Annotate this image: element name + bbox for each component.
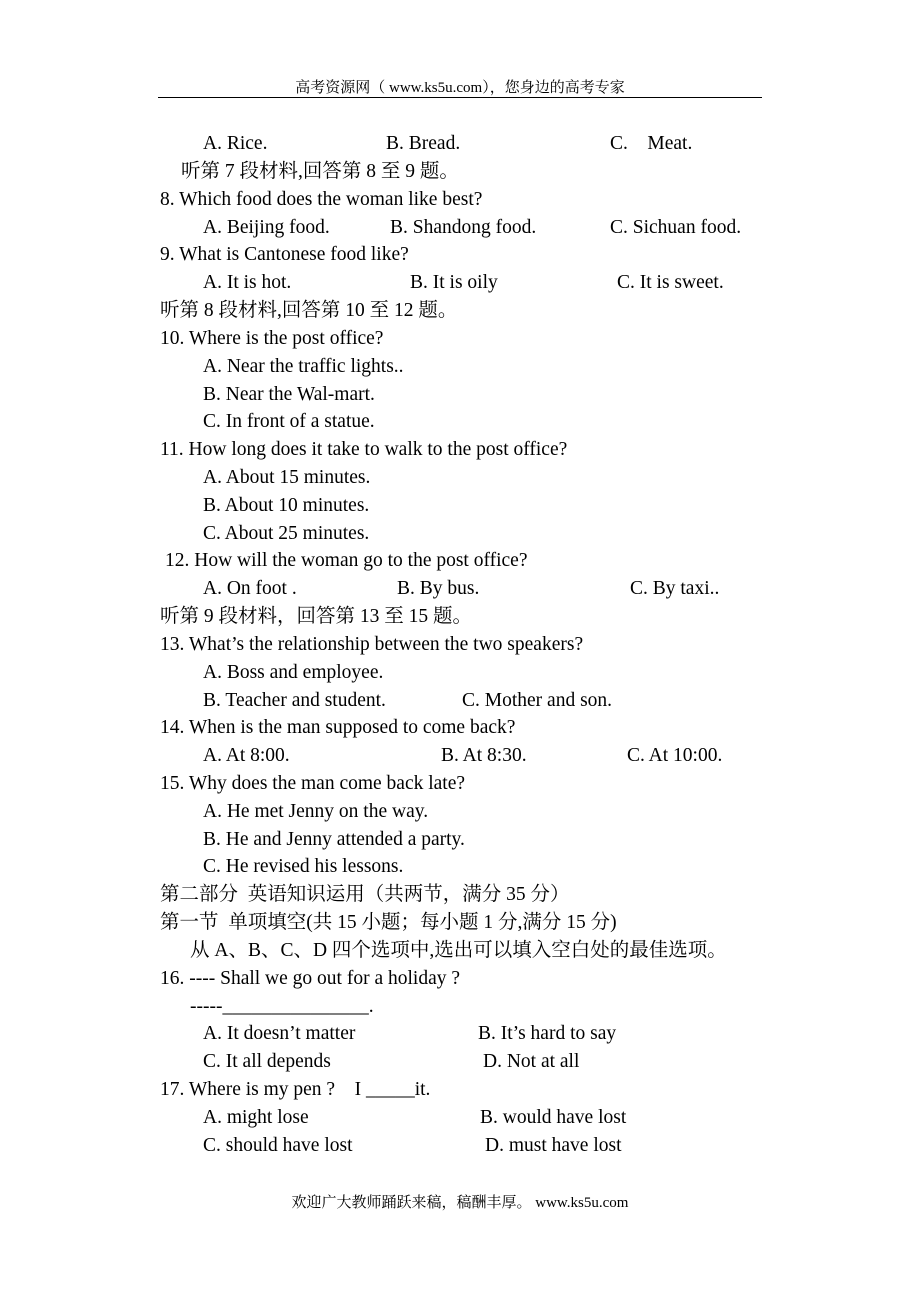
question-stem: 16. ---- Shall we go out for a holiday ? xyxy=(160,968,461,989)
option-d: D. must have lost xyxy=(485,1135,622,1156)
option-c: C. Sichuan food. xyxy=(610,217,742,238)
question-stem: 13. What’s the relationship between the two speakers? xyxy=(160,634,584,655)
page-header: 高考资源网（ www.ks5u.com），您身边的高考专家 xyxy=(295,80,625,96)
option-c: C. By taxi.. xyxy=(630,578,720,599)
question-stem: 17. Where is my pen ? I _____it. xyxy=(160,1079,431,1100)
section-title: 第一节 单项填空(共 15 小题；每小题 1 分,满分 15 分) xyxy=(160,912,617,933)
option-b: B. Teacher and student. xyxy=(203,690,386,711)
option-a: A. It doesn’t matter xyxy=(203,1023,356,1044)
option-b: B. Near the Wal-mart. xyxy=(203,384,375,405)
option-c: C. At 10:00. xyxy=(627,745,723,766)
option-c: C. In front of a statue. xyxy=(203,411,375,432)
option-c: C. It all depends xyxy=(203,1051,331,1072)
section-instruction: 从 A、B、C、D 四个选项中,选出可以填入空白处的最佳选项。 xyxy=(190,940,727,961)
option-b: B. About 10 minutes. xyxy=(203,495,370,516)
section-instruction: 听第 8 段材料,回答第 10 至 12 题。 xyxy=(160,300,458,321)
question-stem: 11. How long does it take to walk to the post office? xyxy=(160,439,568,460)
question-stem: 14. When is the man supposed to come back? xyxy=(160,717,516,738)
option-a: A. might lose xyxy=(203,1107,309,1128)
option-a: A. It is hot. xyxy=(203,272,292,293)
option-a: A. Rice. xyxy=(203,133,268,154)
option-b: B. would have lost xyxy=(480,1107,627,1128)
option-a: A. At 8:00. xyxy=(203,745,290,766)
option-a: A. He met Jenny on the way. xyxy=(203,801,429,822)
page-footer: 欢迎广大教师踊跃来稿，稿酬丰厚。 www.ks5u.com xyxy=(291,1195,629,1211)
option-d: D. Not at all xyxy=(483,1051,580,1072)
question-stem: 10. Where is the post office? xyxy=(160,328,384,349)
option-b: B. By bus. xyxy=(397,578,480,599)
option-a: A. On foot . xyxy=(203,578,297,599)
option-a: A. Beijing food. xyxy=(203,217,330,238)
option-b: B. Bread. xyxy=(386,133,461,154)
option-b: B. Shandong food. xyxy=(390,217,537,238)
option-c: C. should have lost xyxy=(203,1135,353,1156)
option-b: B. It is oily xyxy=(410,272,498,293)
question-stem: 12. How will the woman go to the post office? xyxy=(165,550,528,571)
option-b: B. At 8:30. xyxy=(441,745,527,766)
answer-blank: -----_______________. xyxy=(190,996,374,1017)
option-a: A. About 15 minutes. xyxy=(203,467,371,488)
section-instruction: 听第 9 段材料，回答第 13 至 15 题。 xyxy=(160,606,473,627)
option-b: B. It’s hard to say xyxy=(478,1023,617,1044)
part-title: 第二部分 英语知识运用（共两节，满分 35 分） xyxy=(160,884,570,905)
question-stem: 9. What is Cantonese food like? xyxy=(160,244,409,265)
option-c: C. He revised his lessons. xyxy=(203,856,404,877)
header-rule xyxy=(158,97,762,98)
option-a: A. Boss and employee. xyxy=(203,662,384,683)
section-instruction: 听第 7 段材料,回答第 8 至 9 题。 xyxy=(181,161,459,182)
option-b: B. He and Jenny attended a party. xyxy=(203,829,465,850)
option-c: C. About 25 minutes. xyxy=(203,523,370,544)
question-stem: 8. Which food does the woman like best? xyxy=(160,189,483,210)
option-c: C. Meat. xyxy=(610,133,693,154)
option-c: C. It is sweet. xyxy=(617,272,724,293)
question-stem: 15. Why does the man come back late? xyxy=(160,773,466,794)
option-a: A. Near the traffic lights.. xyxy=(203,356,404,377)
option-c: C. Mother and son. xyxy=(462,690,613,711)
